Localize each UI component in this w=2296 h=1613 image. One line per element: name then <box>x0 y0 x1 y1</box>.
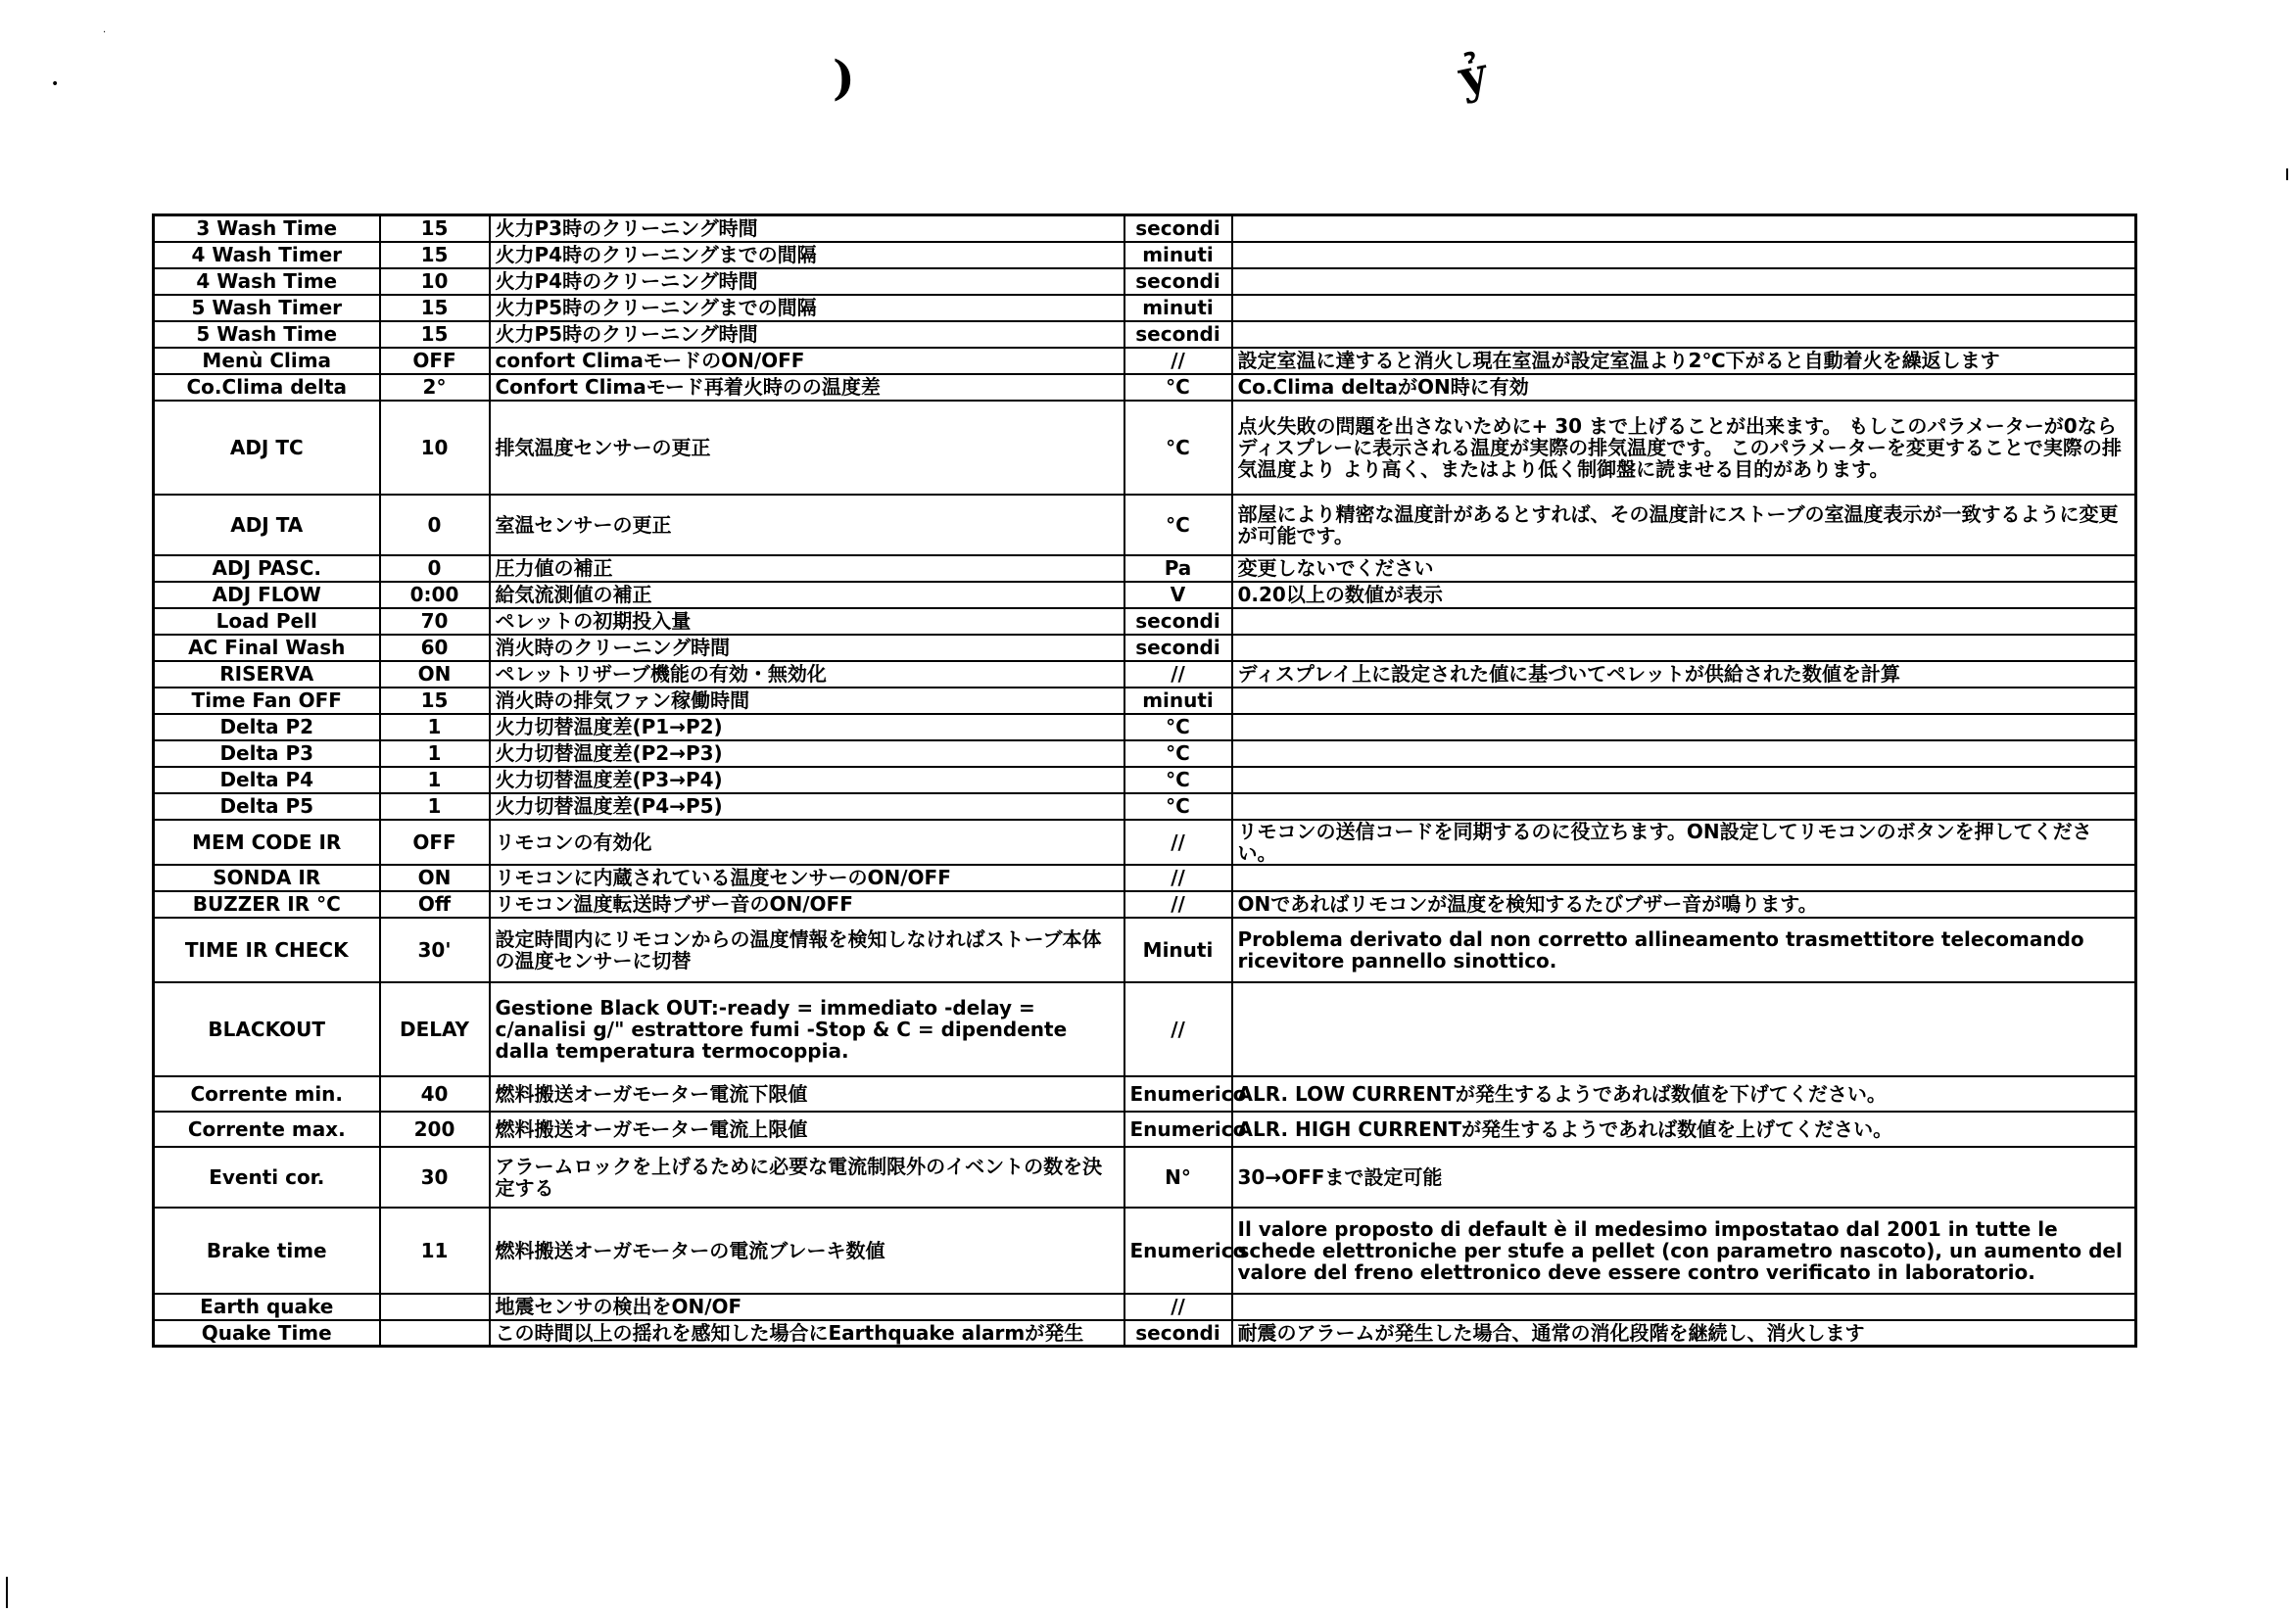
param-value: 0 <box>380 495 490 555</box>
param-value: Off <box>380 891 490 918</box>
param-name: Co.Clima delta <box>154 374 380 401</box>
param-value: ON <box>380 661 490 688</box>
param-unit: Enumerico <box>1124 1076 1232 1112</box>
param-unit: secondi <box>1124 635 1232 661</box>
table-row <box>154 608 2136 635</box>
param-note: Il valore proposto di default è il medesimo impostatao dal 2001 in tutte le schede elettroniche per stufe a pellet (con parametro nascoto), un aumento del valore del freno elettronico deve essere contro verificato in laboratorio. <box>1232 1208 2136 1294</box>
param-name: ADJ FLOW <box>154 582 380 608</box>
param-note <box>1232 215 2136 242</box>
table-row <box>154 714 2136 740</box>
param-name: ADJ TC <box>154 401 380 495</box>
param-name: Earth quake <box>154 1294 380 1320</box>
param-note: 0.20以上の数値が表示 <box>1232 582 2136 608</box>
param-value: 0 <box>380 555 490 582</box>
param-value: 40 <box>380 1076 490 1112</box>
param-unit: // <box>1124 865 1232 891</box>
param-description: 消火時のクリーニング時間 <box>490 635 1124 661</box>
param-value: 15 <box>380 242 490 268</box>
param-value: 15 <box>380 215 490 242</box>
param-value: 1 <box>380 793 490 820</box>
param-description: 設定時間内にリモコンからの温度情報を検知しなければストーブ本体の温度センサーに切替 <box>490 918 1124 982</box>
table-row <box>154 820 2136 865</box>
param-value: DELAY <box>380 982 490 1076</box>
param-note: 部屋により精密な温度計があるとすれば、その温度計にストーブの室温度表示が一致するように変更が可能です。 <box>1232 495 2136 555</box>
table-row <box>154 215 2136 242</box>
param-unit: °C <box>1124 767 1232 793</box>
param-description: 火力切替温度差(P2→P3) <box>490 740 1124 767</box>
param-note <box>1232 688 2136 714</box>
param-name: 5 Wash Timer <box>154 295 380 321</box>
param-value: 0:00 <box>380 582 490 608</box>
table-row <box>154 982 2136 1076</box>
param-unit: // <box>1124 348 1232 374</box>
table-row <box>154 635 2136 661</box>
punch-hole-mark-right: ỷ <box>1454 46 1493 107</box>
param-description: 消火時の排気ファン稼働時間 <box>490 688 1124 714</box>
table-row <box>154 1112 2136 1147</box>
param-unit: Minuti <box>1124 918 1232 982</box>
table-row <box>154 767 2136 793</box>
param-value: 15 <box>380 321 490 348</box>
param-name: Brake time <box>154 1208 380 1294</box>
table-row <box>154 661 2136 688</box>
param-unit: // <box>1124 1294 1232 1320</box>
param-name: Time Fan OFF <box>154 688 380 714</box>
param-value: ON <box>380 865 490 891</box>
param-name: Eventi cor. <box>154 1147 380 1208</box>
param-value: 10 <box>380 268 490 295</box>
param-note <box>1232 982 2136 1076</box>
table-row <box>154 793 2136 820</box>
param-value: 2° <box>380 374 490 401</box>
param-description: 圧力値の補正 <box>490 555 1124 582</box>
param-description: 火力P4時のクリーニングまでの間隔 <box>490 242 1124 268</box>
param-name: Corrente max. <box>154 1112 380 1147</box>
param-name: AC Final Wash <box>154 635 380 661</box>
param-name: 4 Wash Time <box>154 268 380 295</box>
param-unit: °C <box>1124 793 1232 820</box>
table-row <box>154 555 2136 582</box>
param-description: confort ClimaモードのON/OFF <box>490 348 1124 374</box>
param-description: ペレットの初期投入量 <box>490 608 1124 635</box>
table-row <box>154 321 2136 348</box>
param-unit: Pa <box>1124 555 1232 582</box>
table-row <box>154 740 2136 767</box>
table-row <box>154 891 2136 918</box>
param-description: 燃料搬送オーガモーター電流上限値 <box>490 1112 1124 1147</box>
param-description: Gestione Black OUT:-ready = immediato -delay = c/analisi g/" estrattore fumi -Stop & C = dipendente dalla temperatura termocoppia. <box>490 982 1124 1076</box>
param-description: リモコン温度転送時ブザー音のON/OFF <box>490 891 1124 918</box>
param-note: 設定室温に達すると消火し現在室温が設定室温より2℃下がると自動着火を繰返します <box>1232 348 2136 374</box>
param-value: OFF <box>380 820 490 865</box>
param-note: ALR. HIGH CURRENTが発生するようであれば数値を上げてください。 <box>1232 1112 2136 1147</box>
param-note <box>1232 1294 2136 1320</box>
param-note <box>1232 295 2136 321</box>
param-description: 燃料搬送オーガモーター電流下限値 <box>490 1076 1124 1112</box>
param-description: 排気温度センサーの更正 <box>490 401 1124 495</box>
param-note <box>1232 740 2136 767</box>
param-name: BUZZER IR °C <box>154 891 380 918</box>
param-unit: Enumerico <box>1124 1208 1232 1294</box>
table-row <box>154 401 2136 495</box>
param-name: 4 Wash Timer <box>154 242 380 268</box>
param-description: 地震センサの検出をON/OF <box>490 1294 1124 1320</box>
param-value: 200 <box>380 1112 490 1147</box>
param-unit: minuti <box>1124 295 1232 321</box>
table-row <box>154 295 2136 321</box>
param-value <box>380 1294 490 1320</box>
param-name: Quake Time <box>154 1320 380 1347</box>
parameter-table-body <box>154 215 2136 1347</box>
param-value: 11 <box>380 1208 490 1294</box>
param-value: 60 <box>380 635 490 661</box>
table-row <box>154 582 2136 608</box>
param-note: 点火失敗の問題を出さないために+ 30 まで上げることが出来ます。 もしこのパラメーターが0ならディスプレーに表示される温度が実際の排気温度です。 このパラメーターを変更することで実際の排気温度より より高く、またはより低く制御盤に読ませる目的があります。 <box>1232 401 2136 495</box>
param-value: 1 <box>380 767 490 793</box>
param-note: Co.Clima deltaがON時に有効 <box>1232 374 2136 401</box>
param-note: ALR. LOW CURRENTが発生するようであれば数値を下げてください。 <box>1232 1076 2136 1112</box>
param-value: 30 <box>380 1147 490 1208</box>
param-name: Corrente min. <box>154 1076 380 1112</box>
param-description: 火力切替温度差(P3→P4) <box>490 767 1124 793</box>
param-name: Menù Clima <box>154 348 380 374</box>
param-value: 70 <box>380 608 490 635</box>
param-unit: secondi <box>1124 268 1232 295</box>
param-description: リモコンに内蔵されている温度センサーのON/OFF <box>490 865 1124 891</box>
scan-speck: · <box>103 27 107 38</box>
param-unit: °C <box>1124 374 1232 401</box>
param-note <box>1232 321 2136 348</box>
param-unit: Enumerico <box>1124 1112 1232 1147</box>
param-unit: minuti <box>1124 242 1232 268</box>
param-description: 火力P5時のクリーニング時間 <box>490 321 1124 348</box>
param-note: 変更しないでください <box>1232 555 2136 582</box>
param-value <box>380 1320 490 1347</box>
param-description: この時間以上の揺れを感知した場合にEarthquake alarmが発生 <box>490 1320 1124 1347</box>
param-unit: minuti <box>1124 688 1232 714</box>
param-unit: // <box>1124 891 1232 918</box>
param-description: リモコンの有効化 <box>490 820 1124 865</box>
param-unit: secondi <box>1124 608 1232 635</box>
punch-hole-mark-left: ) <box>833 51 855 106</box>
param-unit: secondi <box>1124 321 1232 348</box>
param-name: Delta P4 <box>154 767 380 793</box>
param-description: ペレットリザーブ機能の有効・無効化 <box>490 661 1124 688</box>
param-description: 燃料搬送オーガモーターの電流ブレーキ数値 <box>490 1208 1124 1294</box>
param-value: 10 <box>380 401 490 495</box>
param-description: 火力切替温度差(P4→P5) <box>490 793 1124 820</box>
param-unit: °C <box>1124 495 1232 555</box>
param-name: RISERVA <box>154 661 380 688</box>
param-description: 室温センサーの更正 <box>490 495 1124 555</box>
param-note: Problema derivato dal non corretto allineamento trasmettitore telecomando ricevitore pannello sinottico. <box>1232 918 2136 982</box>
param-description: 火力P3時のクリーニング時間 <box>490 215 1124 242</box>
param-description: アラームロックを上げるために必要な電流制限外のイベントの数を決定する <box>490 1147 1124 1208</box>
param-unit: °C <box>1124 740 1232 767</box>
param-note <box>1232 268 2136 295</box>
param-unit: // <box>1124 820 1232 865</box>
param-name: Load Pell <box>154 608 380 635</box>
scan-edge-tick <box>2286 168 2288 180</box>
table-row <box>154 1320 2136 1347</box>
param-unit: secondi <box>1124 215 1232 242</box>
param-note: 耐震のアラームが発生した場合、通常の消化段階を継続し、消火します <box>1232 1320 2136 1347</box>
param-description: 火力切替温度差(P1→P2) <box>490 714 1124 740</box>
param-name: MEM CODE IR <box>154 820 380 865</box>
table-row <box>154 495 2136 555</box>
param-value: 30' <box>380 918 490 982</box>
table-row <box>154 918 2136 982</box>
param-value: 15 <box>380 688 490 714</box>
param-note: リモコンの送信コードを同期するのに役立ちます。ON設定してリモコンのボタンを押してください。 <box>1232 820 2136 865</box>
param-description: 給気流測値の補正 <box>490 582 1124 608</box>
param-note: ディスプレイ上に設定された値に基づいてペレットが供給された数値を計算 <box>1232 661 2136 688</box>
param-unit: V <box>1124 582 1232 608</box>
param-name: ADJ PASC. <box>154 555 380 582</box>
table-row <box>154 242 2136 268</box>
table-row <box>154 1208 2136 1294</box>
param-name: 3 Wash Time <box>154 215 380 242</box>
param-name: BLACKOUT <box>154 982 380 1076</box>
param-value: 1 <box>380 714 490 740</box>
param-unit: °C <box>1124 401 1232 495</box>
param-note <box>1232 793 2136 820</box>
param-note <box>1232 714 2136 740</box>
param-name: Delta P2 <box>154 714 380 740</box>
param-description: 火力P4時のクリーニング時間 <box>490 268 1124 295</box>
parameter-table <box>152 213 2137 1348</box>
table-row <box>154 268 2136 295</box>
param-note <box>1232 767 2136 793</box>
param-unit: °C <box>1124 714 1232 740</box>
table-row <box>154 1294 2136 1320</box>
param-name: TIME IR CHECK <box>154 918 380 982</box>
param-note <box>1232 242 2136 268</box>
table-row <box>154 865 2136 891</box>
param-value: 1 <box>380 740 490 767</box>
param-note <box>1232 608 2136 635</box>
table-row <box>154 348 2136 374</box>
param-note: 30→OFFまで設定可能 <box>1232 1147 2136 1208</box>
table-row <box>154 1147 2136 1208</box>
param-unit: secondi <box>1124 1320 1232 1347</box>
param-note <box>1232 865 2136 891</box>
scan-edge-line <box>6 1577 8 1608</box>
scan-dot: • <box>51 76 60 92</box>
param-note: ONであればリモコンが温度を検知するたびブザー音が鳴ります。 <box>1232 891 2136 918</box>
param-description: 火力P5時のクリーニングまでの間隔 <box>490 295 1124 321</box>
param-name: ADJ TA <box>154 495 380 555</box>
param-value: OFF <box>380 348 490 374</box>
param-description: Confort Climaモード再着火時のの温度差 <box>490 374 1124 401</box>
param-name: SONDA IR <box>154 865 380 891</box>
param-name: 5 Wash Time <box>154 321 380 348</box>
param-note <box>1232 635 2136 661</box>
table-row <box>154 688 2136 714</box>
table-row <box>154 374 2136 401</box>
table-row <box>154 1076 2136 1112</box>
param-unit: // <box>1124 982 1232 1076</box>
param-name: Delta P3 <box>154 740 380 767</box>
param-unit: N° <box>1124 1147 1232 1208</box>
param-unit: // <box>1124 661 1232 688</box>
param-value: 15 <box>380 295 490 321</box>
param-name: Delta P5 <box>154 793 380 820</box>
